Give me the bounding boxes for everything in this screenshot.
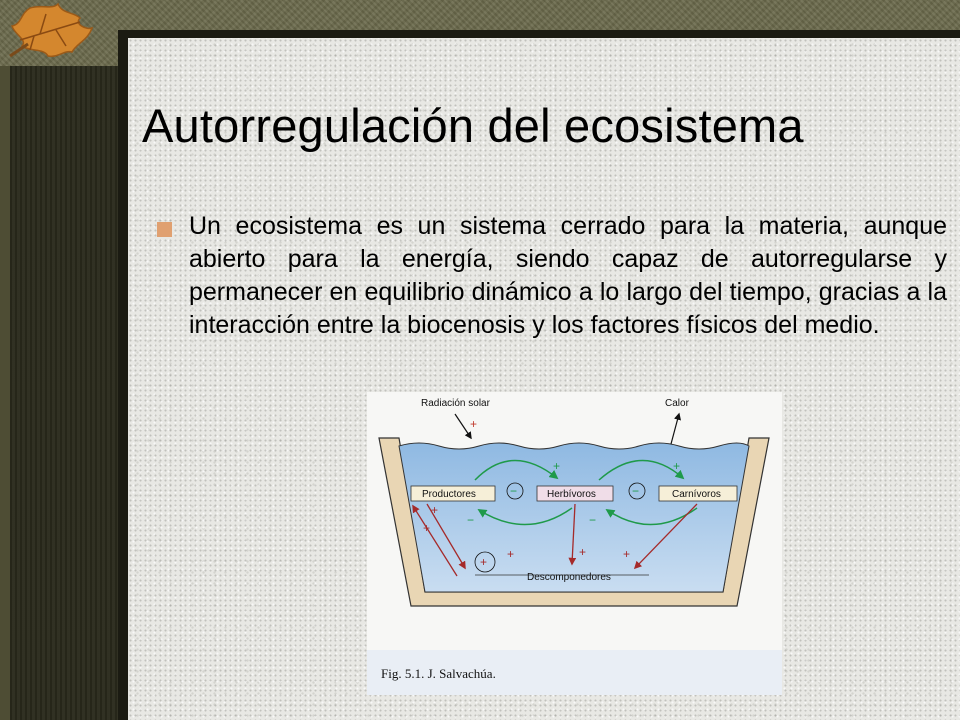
sign-minus-1: − bbox=[467, 513, 475, 527]
herbivores-label: Herbívoros bbox=[547, 489, 596, 500]
heat-label: Calor bbox=[665, 398, 689, 409]
sign-minus-circle-2: − bbox=[632, 484, 640, 498]
radiation-plus: + bbox=[470, 417, 478, 431]
left-dark-band bbox=[0, 66, 118, 720]
sign-plus-1: + bbox=[553, 459, 561, 473]
radiation-label: Radiación solar bbox=[421, 398, 490, 409]
carnivores-label: Carnívoros bbox=[672, 489, 721, 500]
autumn-leaf-icon bbox=[0, 0, 115, 70]
left-texture-strip bbox=[0, 66, 10, 720]
sign-red-plus-4: + bbox=[623, 547, 631, 561]
sign-red-plus-3: + bbox=[579, 545, 587, 559]
bullet-square-icon bbox=[157, 222, 172, 237]
figure-caption: Fig. 5.1. J. Salvachúa. bbox=[381, 666, 496, 681]
ecosystem-figure bbox=[367, 392, 782, 695]
slide-title: Autorregulación del ecosistema bbox=[142, 99, 804, 152]
decomposers-label: Descomponedores bbox=[527, 572, 611, 583]
sign-red-plus-1: + bbox=[431, 503, 439, 517]
producers-label: Productores bbox=[422, 489, 476, 500]
sign-plus-circle: + bbox=[480, 555, 488, 569]
sign-red-plus-2: + bbox=[423, 521, 431, 535]
sign-plus-2: + bbox=[673, 459, 681, 473]
radiation-arrow bbox=[455, 414, 471, 438]
sign-red-plus-5: + bbox=[507, 547, 515, 561]
heat-arrow bbox=[671, 414, 679, 444]
sign-minus-circle-1: − bbox=[510, 484, 518, 498]
sign-minus-2: − bbox=[589, 513, 597, 527]
bullet-text: Un ecosistema es un sistema cerrado para la materia, aunque abierto para la energía, siendo capaz de autorregularse y permanecer en equilibrio dinámico a lo largo del tiempo, gracias a la interacción entre la biocenosis y los factores físicos del medio. bbox=[189, 212, 947, 339]
